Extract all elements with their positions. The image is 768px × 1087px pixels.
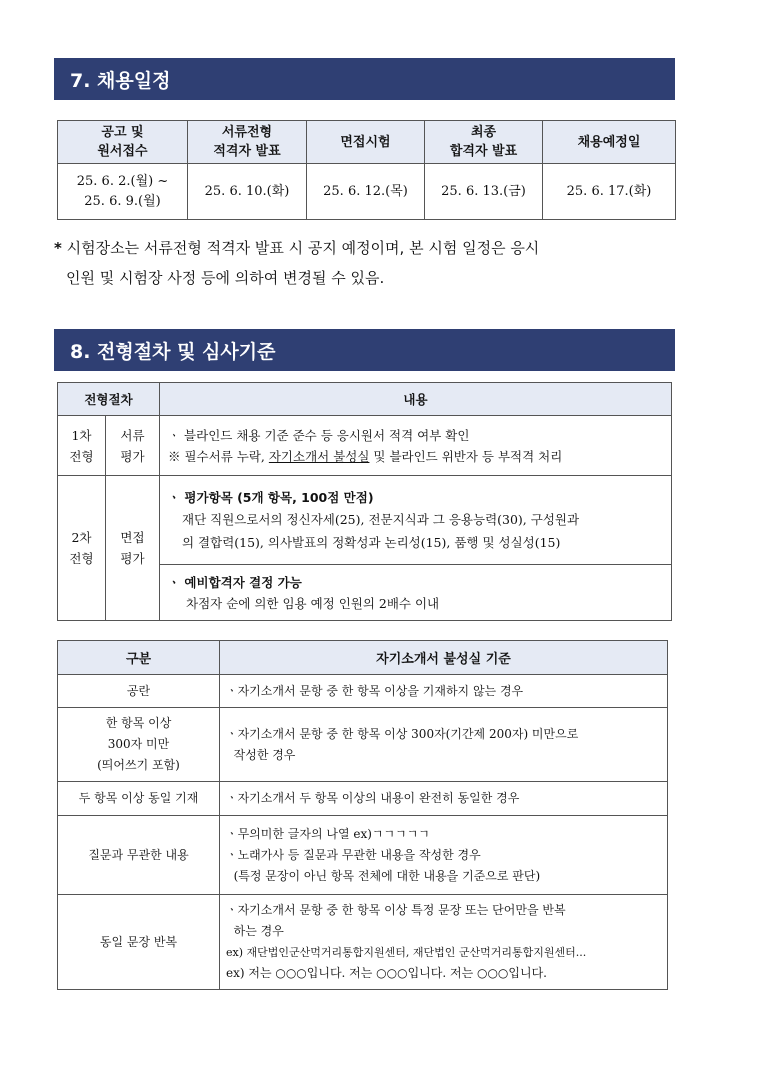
- criteria-standard: [220, 708, 668, 782]
- stage-2-type: 면접 평가: [106, 476, 160, 621]
- eval-heading: ㆍ 평가항목 (5개 항목, 100점 만점): [168, 489, 374, 505]
- schedule-header: 면접시험: [307, 121, 425, 164]
- stage-1-label: 1차 전형: [58, 416, 106, 476]
- schedule-value: 25. 6. 10.(화): [188, 164, 307, 220]
- criteria-category: 공란: [58, 675, 220, 708]
- schedule-value: 25. 6. 17.(화): [543, 164, 676, 220]
- criteria-table: [57, 640, 668, 990]
- criteria-line: ㆍ무의미한 글자의 나열 ex)ㄱㄱㄱㄱㄱ: [226, 826, 430, 841]
- note-line-2: 인원 및 시험장 사정 등에 의하여 변경될 수 있음.: [66, 269, 385, 287]
- criteria-line: ex) 저는 ○○○입니다. 저는 ○○○입니다. 저는 ○○○입니다.: [226, 966, 547, 980]
- section-8-header: [54, 329, 675, 371]
- schedule-header: 최종 합격자 발표: [425, 121, 543, 164]
- section-8-title: 8. 전형절차 및 심사기준: [70, 340, 276, 363]
- schedule-note: [54, 233, 679, 293]
- criteria-standard: [220, 816, 668, 895]
- stage-2-label: 2차 전형: [58, 476, 106, 621]
- criteria-line: ㆍ자기소개서 두 항목 이상의 내용이 완전히 동일한 경우: [226, 791, 520, 805]
- section-7-header: [54, 58, 675, 100]
- criteria-line: ㆍ자기소개서 문항 중 한 항목 이상 300자(기간제 200자) 미만으로: [226, 726, 579, 741]
- criteria-standard-header: 자기소개서 불성실 기준: [220, 641, 668, 675]
- criteria-category: 두 항목 이상 동일 기재: [58, 782, 220, 816]
- criteria-standard: [220, 895, 668, 990]
- stage-1-type: 서류 평가: [106, 416, 160, 476]
- stage-2-eval: [160, 476, 672, 565]
- criteria-category: 한 항목 이상 300자 미만 (띄어쓰기 포함): [58, 708, 220, 782]
- criteria-line: ㆍ자기소개서 문항 중 한 항목 이상을 기재하지 않는 경우: [226, 683, 524, 698]
- schedule-value: 25. 6. 2.(월) ~ 25. 6. 9.(월): [58, 164, 188, 220]
- table-row: [58, 708, 668, 782]
- criteria-line: 작성한 경우: [226, 747, 296, 762]
- schedule-table: [57, 120, 676, 220]
- table-row: [58, 816, 668, 895]
- stage-2-reserve: [160, 565, 672, 621]
- schedule-value: 25. 6. 13.(금): [425, 164, 543, 220]
- stage-1-content: [160, 416, 672, 476]
- stage-1-line-1: ㆍ 블라인드 채용 기준 준수 등 응시원서 적격 여부 확인: [168, 427, 470, 443]
- reserve-line: 차점자 순에 의한 임용 예정 인원의 2배수 이내: [186, 595, 440, 611]
- section-7-title: 7. 채용일정: [70, 69, 171, 92]
- criteria-category: 질문과 무관한 내용: [58, 816, 220, 895]
- schedule-header: 공고 및 원서접수: [58, 121, 188, 164]
- schedule-header: 채용예정일: [543, 121, 676, 164]
- stage-1-line-2: [168, 446, 671, 467]
- stage-1-line-2-post: 및 블라인드 위반자 등 부적격 처리: [369, 448, 563, 464]
- criteria-line: (특정 문장이 아닌 항목 전체에 대한 내용을 기준으로 판단): [226, 868, 541, 883]
- criteria-line: ex) 재단법인군산먹거리통합지원센터, 재단법인 군산먹거리통합지원센터...: [226, 946, 587, 959]
- table-row: [58, 675, 668, 708]
- eval-line-1: 재단 직원으로서의 정신자세(25), 전문지식과 그 응용능력(30), 구성원과: [182, 511, 580, 527]
- criteria-line: ㆍ자기소개서 문항 중 한 항목 이상 특정 문장 또는 단어만을 반복: [226, 903, 566, 917]
- process-table: [57, 382, 672, 621]
- criteria-standard: [220, 675, 668, 708]
- stage-1-line-2-underlined: 자기소개서 불성실: [268, 448, 370, 464]
- criteria-line: 하는 경우: [226, 924, 284, 938]
- table-row: [58, 782, 668, 816]
- content-header: 내용: [160, 383, 672, 416]
- criteria-category-header: 구분: [58, 641, 220, 675]
- eval-line-2: 의 결합력(15), 의사발표의 정확성과 논리성(15), 품행 및 성실성(15): [182, 534, 561, 550]
- process-header: 전형절차: [58, 383, 160, 416]
- schedule-value: 25. 6. 12.(목): [307, 164, 425, 220]
- reserve-heading: ㆍ 예비합격자 결정 가능: [168, 574, 302, 590]
- note-line-1: 시험장소는 서류전형 적격자 발표 시 공지 예정이며, 본 시험 일정은 응시: [66, 239, 540, 257]
- criteria-standard: [220, 782, 668, 816]
- schedule-header: 서류전형 적격자 발표: [188, 121, 307, 164]
- criteria-line: ㆍ노래가사 등 질문과 무관한 내용을 작성한 경우: [226, 847, 481, 862]
- criteria-category: 동일 문장 반복: [58, 895, 220, 990]
- stage-1-line-2-pre: ※ 필수서류 누락,: [168, 448, 269, 464]
- note-mark: *: [54, 239, 62, 257]
- table-row: [58, 895, 668, 990]
